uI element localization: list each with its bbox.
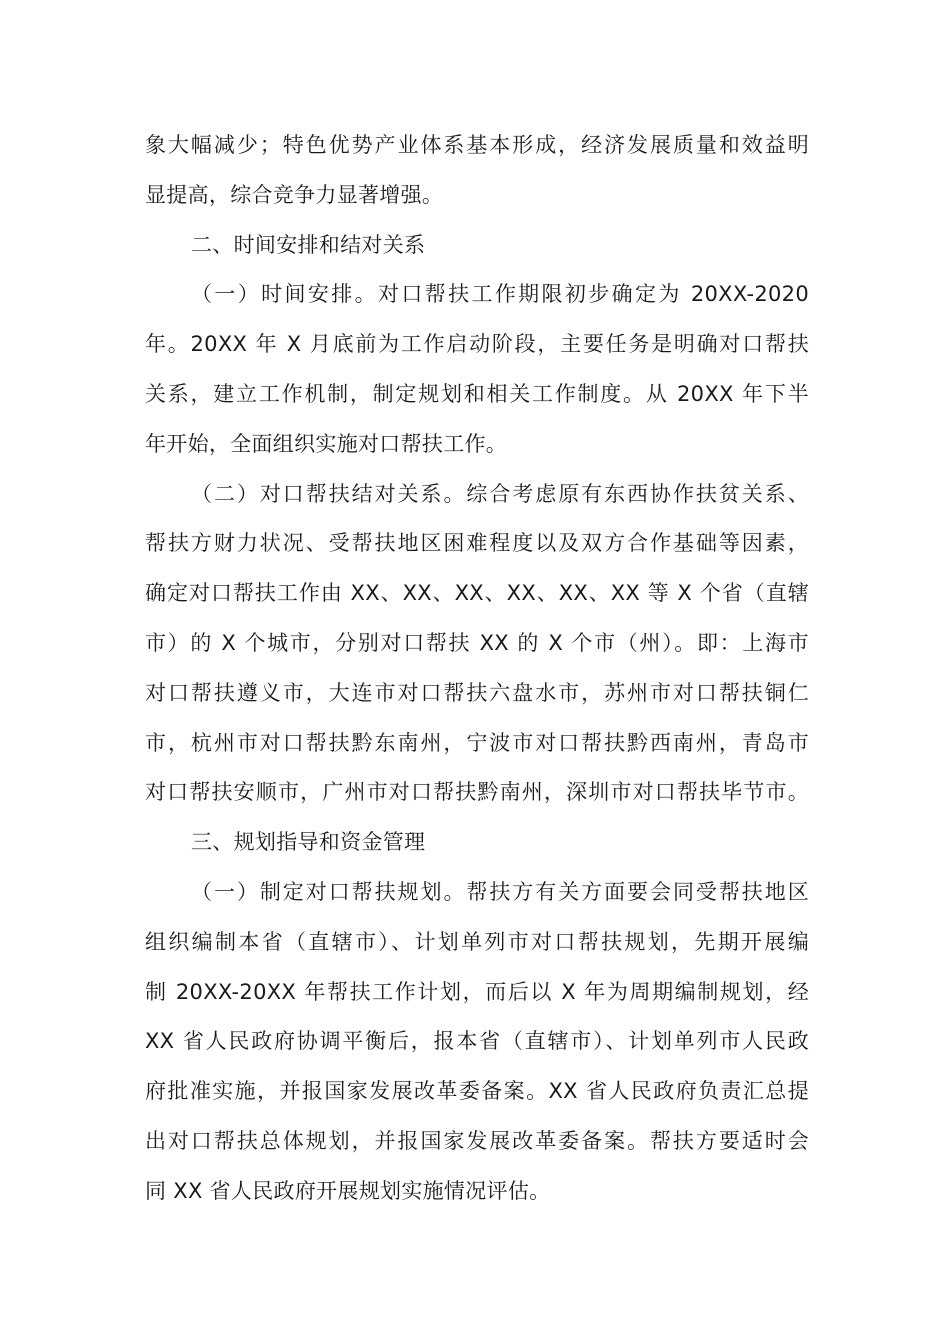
text-line-14: 对口帮扶安顺市，广州市对口帮扶黔南州，深圳市对口帮扶毕节市。	[145, 780, 809, 805]
text-line-1: 象大幅减少；特色优势产业体系基本形成，经济发展质量和效益明	[145, 133, 809, 157]
text-line-4: （一）时间安排。对口帮扶工作期限初步确定为 20XX-2020	[191, 282, 809, 307]
document-page	[145, 121, 809, 1217]
text-line-22: 同 XX 省人民政府开展规划实施情况评估。	[145, 1178, 551, 1203]
text-line-7: 年开始，全面组织实施对口帮扶工作。	[145, 431, 508, 456]
text-line-8: （二）对口帮扶结对关系。综合考虑原有东西协作扶贫关系、	[191, 481, 809, 506]
text-line-2: 显提高，综合竞争力显著增强。	[145, 182, 444, 207]
text-line-21: 出对口帮扶总体规划，并报国家发展改革委备案。帮扶方要适时会	[145, 1128, 809, 1153]
text-line-13: 市，杭州市对口帮扶黔东南州，宁波市对口帮扶黔西南州，青岛市	[145, 730, 809, 755]
text-line-5: 年。20XX 年 X 月底前为工作启动阶段，主要任务是明确对口帮扶	[145, 332, 809, 357]
text-line-6: 关系，建立工作机制，制定规划和相关工作制度。从 20XX 年下半	[145, 381, 809, 406]
text-line-12: 对口帮扶遵义市，大连市对口帮扶六盘水市，苏州市对口帮扶铜仁	[145, 680, 809, 705]
text-line-20: 府批准实施，并报国家发展改革委备案。XX 省人民政府负责汇总提	[145, 1079, 809, 1104]
text-line-9: 帮扶方财力状况、受帮扶地区困难程度以及双方合作基础等因素，	[145, 531, 809, 556]
text-line-19: XX 省人民政府协调平衡后，报本省（直辖市）、计划单列市人民政	[145, 1029, 809, 1054]
text-line-10: 确定对口帮扶工作由 XX、XX、XX、XX、XX、XX 等 X 个省（直辖	[145, 581, 809, 606]
text-line-16: （一）制定对口帮扶规划。帮扶方有关方面要会同受帮扶地区	[191, 879, 809, 904]
text-line-18: 制 20XX-20XX 年帮扶工作计划，而后以 X 年为周期编制规划，经	[145, 979, 809, 1004]
text-line-11: 市）的 X 个城市，分别对口帮扶 XX 的 X 个市（州）。即：上海市	[145, 630, 809, 655]
section-heading-2: 二、时间安排和结对关系	[191, 232, 426, 257]
text-line-17: 组织编制本省（直辖市）、计划单列市对口帮扶规划，先期开展编	[145, 929, 809, 954]
section-heading-3: 三、规划指导和资金管理	[191, 830, 426, 855]
